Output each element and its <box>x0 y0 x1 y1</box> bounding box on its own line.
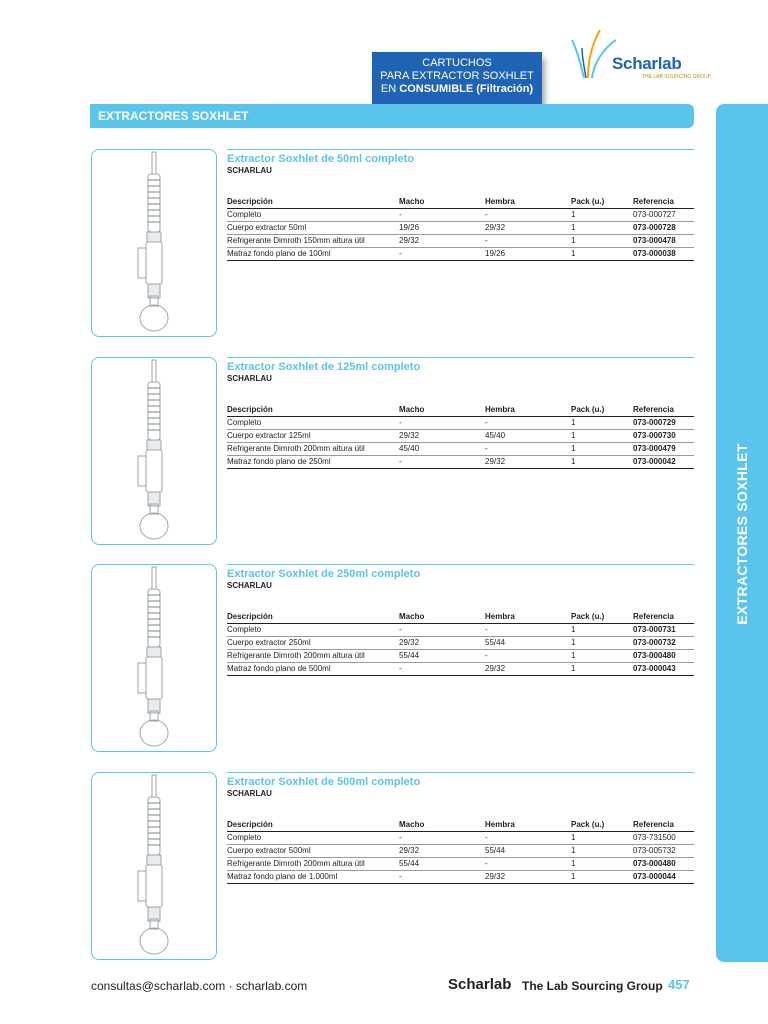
cell-reference: 073-000730 <box>633 430 694 443</box>
cell-hembra: - <box>485 624 571 637</box>
cell-macho: 55/44 <box>399 858 485 871</box>
cell-hembra: 45/40 <box>485 430 571 443</box>
cell-pack: 1 <box>571 209 633 222</box>
table-row[interactable] <box>227 832 694 845</box>
table-header-row <box>227 404 694 417</box>
product-brand: SCHARLAU <box>227 374 272 383</box>
cell-description: Cuerpo extractor 50ml <box>227 222 399 235</box>
soxhlet-apparatus-icon <box>92 773 216 959</box>
col-header-reference: Referencia <box>633 611 694 624</box>
footer-tagline: The Lab Sourcing Group <box>522 979 663 993</box>
cell-pack: 1 <box>571 637 633 650</box>
col-header-hembra: Hembra <box>485 196 571 209</box>
cell-hembra: - <box>485 443 571 456</box>
spec-table <box>227 611 694 676</box>
cell-hembra: 29/32 <box>485 222 571 235</box>
cell-hembra: 55/44 <box>485 845 571 858</box>
cell-description: Refrigerante Dimroth 200mm altura útil <box>227 858 399 871</box>
col-header-description: Descripción <box>227 819 399 832</box>
table-row[interactable] <box>227 430 694 443</box>
cell-macho: - <box>399 832 485 845</box>
logo-wordmark: Scharlab <box>612 54 682 73</box>
cell-hembra: - <box>485 858 571 871</box>
banner-line3: EN CONSUMIBLE (Filtración) <box>380 83 534 95</box>
cell-hembra: - <box>485 417 571 430</box>
cell-macho: 45/40 <box>399 443 485 456</box>
table-row[interactable] <box>227 624 694 637</box>
col-header-macho: Macho <box>399 404 485 417</box>
table-row[interactable] <box>227 222 694 235</box>
cell-reference: 073-000731 <box>633 624 694 637</box>
banner-line1: CARTUCHOS <box>422 57 492 69</box>
cell-reference: 073-000479 <box>633 443 694 456</box>
spec-table <box>227 404 694 469</box>
cell-macho: - <box>399 871 485 884</box>
col-header-description: Descripción <box>227 196 399 209</box>
product-image[interactable] <box>91 772 217 960</box>
cell-hembra: - <box>485 650 571 663</box>
spec-table <box>227 819 694 884</box>
cell-reference: 073-000729 <box>633 417 694 430</box>
spec-table <box>227 196 694 261</box>
cell-macho: 29/32 <box>399 430 485 443</box>
cell-pack: 1 <box>571 235 633 248</box>
cell-reference: 073-000042 <box>633 456 694 469</box>
cell-reference: 073-000478 <box>633 235 694 248</box>
cell-description: Completo <box>227 624 399 637</box>
table-row[interactable] <box>227 417 694 430</box>
col-header-reference: Referencia <box>633 819 694 832</box>
table-row[interactable] <box>227 248 694 261</box>
col-header-macho: Macho <box>399 196 485 209</box>
table-row[interactable] <box>227 637 694 650</box>
product-brand: SCHARLAU <box>227 166 272 175</box>
cell-pack: 1 <box>571 663 633 676</box>
cell-reference: 073-000480 <box>633 858 694 871</box>
divider <box>227 564 694 565</box>
cell-hembra: 29/32 <box>485 871 571 884</box>
footer-brand: Scharlab <box>448 976 512 993</box>
cell-description: Completo <box>227 832 399 845</box>
cell-hembra: - <box>485 209 571 222</box>
cell-reference: 073-000480 <box>633 650 694 663</box>
col-header-description: Descripción <box>227 611 399 624</box>
product-title[interactable]: Extractor Soxhlet de 500ml completo <box>227 776 421 788</box>
page-number: 457 <box>668 977 690 992</box>
cell-pack: 1 <box>571 222 633 235</box>
cell-pack: 1 <box>571 832 633 845</box>
product-title[interactable]: Extractor Soxhlet de 50ml completo <box>227 153 415 165</box>
cell-reference: 073-000732 <box>633 637 694 650</box>
cell-pack: 1 <box>571 871 633 884</box>
cell-hembra: 29/32 <box>485 663 571 676</box>
cell-macho: - <box>399 209 485 222</box>
table-header-row <box>227 611 694 624</box>
cell-pack: 1 <box>571 430 633 443</box>
cell-description: Cuerpo extractor 125ml <box>227 430 399 443</box>
product-image[interactable] <box>91 357 217 545</box>
cell-pack: 1 <box>571 417 633 430</box>
cell-hembra: 19/26 <box>485 248 571 261</box>
col-header-hembra: Hembra <box>485 404 571 417</box>
table-row[interactable] <box>227 209 694 222</box>
product-block <box>0 772 716 962</box>
logo-tagline: THE LAB SOURCING GROUP <box>642 74 711 80</box>
cell-hembra: - <box>485 235 571 248</box>
soxhlet-apparatus-icon <box>92 565 216 751</box>
cell-macho: 19/26 <box>399 222 485 235</box>
cell-macho: 29/32 <box>399 235 485 248</box>
cell-pack: 1 <box>571 456 633 469</box>
table-row[interactable] <box>227 650 694 663</box>
cell-description: Matraz fondo plano de 500ml <box>227 663 399 676</box>
cell-macho: - <box>399 417 485 430</box>
divider <box>227 149 694 150</box>
product-image[interactable] <box>91 564 217 752</box>
cell-macho: - <box>399 248 485 261</box>
col-header-macho: Macho <box>399 819 485 832</box>
cell-reference: 073-731500 <box>633 832 694 845</box>
cell-macho: - <box>399 663 485 676</box>
table-row[interactable] <box>227 663 694 676</box>
section-header <box>90 104 694 128</box>
product-brand: SCHARLAU <box>227 789 272 798</box>
cell-reference: 073-000728 <box>633 222 694 235</box>
product-image[interactable] <box>91 149 217 337</box>
cell-reference: 073-000044 <box>633 871 694 884</box>
soxhlet-apparatus-icon <box>92 150 216 336</box>
cell-pack: 1 <box>571 248 633 261</box>
cell-hembra: 29/32 <box>485 456 571 469</box>
product-block <box>0 357 716 547</box>
cell-description: Cuerpo extractor 250ml <box>227 637 399 650</box>
cell-macho: 55/44 <box>399 650 485 663</box>
banner-line2: PARA EXTRACTOR SOXHLET <box>380 70 534 82</box>
cell-hembra: 55/44 <box>485 637 571 650</box>
cell-description: Refrigerante Dimroth 200mm altura útil <box>227 443 399 456</box>
product-block <box>0 564 716 754</box>
col-header-hembra: Hembra <box>485 819 571 832</box>
table-row[interactable] <box>227 858 694 871</box>
cell-pack: 1 <box>571 443 633 456</box>
cell-macho: 29/32 <box>399 637 485 650</box>
section-title: EXTRACTORES SOXHLET <box>98 109 249 123</box>
cell-reference: 073-000043 <box>633 663 694 676</box>
product-block <box>0 149 716 339</box>
col-header-pack: Pack (u.) <box>571 611 633 624</box>
cell-description: Cuerpo extractor 500ml <box>227 845 399 858</box>
cell-description: Refrigerante Dimroth 150mm altura útil <box>227 235 399 248</box>
cell-pack: 1 <box>571 650 633 663</box>
cell-macho: - <box>399 624 485 637</box>
divider <box>227 357 694 358</box>
cell-macho: 29/32 <box>399 845 485 858</box>
table-row[interactable] <box>227 443 694 456</box>
footer-contact[interactable]: consultas@scharlab.com · scharlab.com <box>91 979 308 993</box>
product-title[interactable]: Extractor Soxhlet de 250ml completo <box>227 568 421 580</box>
table-header-row <box>227 196 694 209</box>
side-tab-label: EXTRACTORES SOXHLET <box>734 443 750 625</box>
col-header-macho: Macho <box>399 611 485 624</box>
cell-pack: 1 <box>571 858 633 871</box>
cell-pack: 1 <box>571 624 633 637</box>
divider <box>227 772 694 773</box>
cell-description: Refrigerante Dimroth 200mm altura útil <box>227 650 399 663</box>
cell-pack: 1 <box>571 845 633 858</box>
cell-description: Matraz fondo plano de 1.000ml <box>227 871 399 884</box>
side-tab[interactable] <box>716 104 768 962</box>
table-row[interactable] <box>227 456 694 469</box>
table-row[interactable] <box>227 871 694 884</box>
table-row[interactable] <box>227 235 694 248</box>
col-header-reference: Referencia <box>633 404 694 417</box>
product-title[interactable]: Extractor Soxhlet de 125ml completo <box>227 361 421 373</box>
product-brand: SCHARLAU <box>227 581 272 590</box>
soxhlet-apparatus-icon <box>92 358 216 544</box>
cell-reference: 073-005732 <box>633 845 694 858</box>
cell-description: Completo <box>227 417 399 430</box>
cell-description: Completo <box>227 209 399 222</box>
col-header-description: Descripción <box>227 404 399 417</box>
cell-reference: 073-000038 <box>633 248 694 261</box>
table-header-row <box>227 819 694 832</box>
table-row[interactable] <box>227 845 694 858</box>
cell-hembra: - <box>485 832 571 845</box>
cell-reference: 073-000727 <box>633 209 694 222</box>
col-header-pack: Pack (u.) <box>571 819 633 832</box>
col-header-reference: Referencia <box>633 196 694 209</box>
col-header-pack: Pack (u.) <box>571 404 633 417</box>
cell-description: Matraz fondo plano de 100ml <box>227 248 399 261</box>
col-header-pack: Pack (u.) <box>571 196 633 209</box>
promo-banner[interactable] <box>372 52 542 104</box>
cell-description: Matraz fondo plano de 250ml <box>227 456 399 469</box>
col-header-hembra: Hembra <box>485 611 571 624</box>
cell-macho: - <box>399 456 485 469</box>
